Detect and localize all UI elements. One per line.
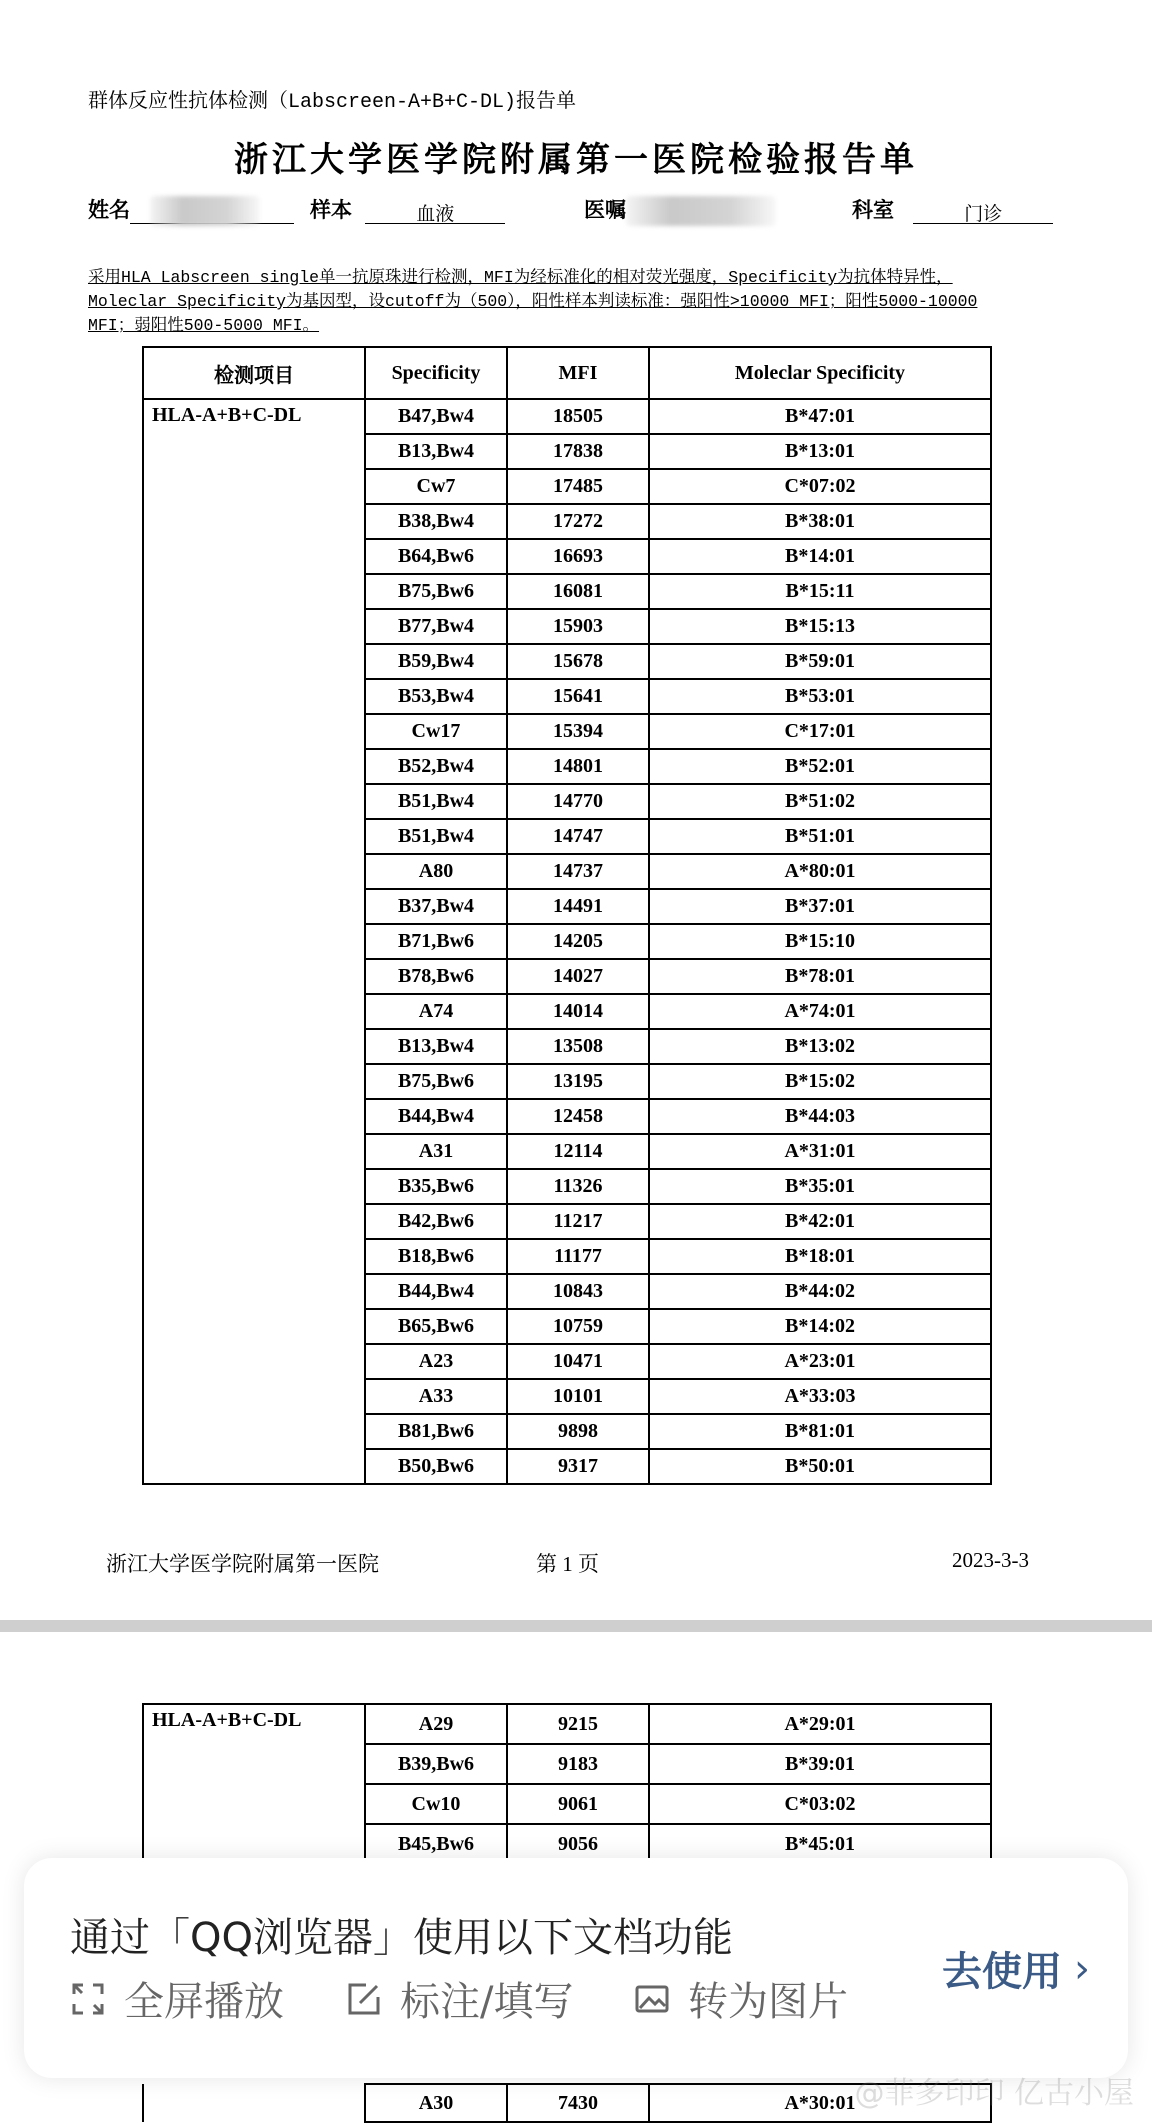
- annotate-label: 标注/填写: [400, 1979, 574, 2025]
- molecular-cell: B*18:01: [649, 1239, 991, 1274]
- specificity-cell: B13,Bw4: [365, 434, 507, 469]
- specificity-cell: B64,Bw6: [365, 539, 507, 574]
- mfi-cell: 9215: [507, 1704, 649, 1744]
- specificity-cell: B53,Bw4: [365, 679, 507, 714]
- results-table: [142, 346, 992, 1485]
- go-use-button[interactable]: [942, 1940, 1090, 1997]
- mfi-cell: 10101: [507, 1379, 649, 1414]
- specificity-cell: B42,Bw6: [365, 1204, 507, 1239]
- specificity-cell: B38,Bw4: [365, 504, 507, 539]
- molecular-cell: B*13:01: [649, 434, 991, 469]
- mfi-cell: 10843: [507, 1274, 649, 1309]
- chevron-right-icon: ›: [1074, 1945, 1090, 1992]
- name-label: 姓名: [88, 198, 130, 222]
- molecular-cell: B*59:01: [649, 644, 991, 679]
- dept-field: [852, 194, 1053, 224]
- specificity-cell: Cw10: [365, 1784, 507, 1824]
- mfi-cell: 10759: [507, 1309, 649, 1344]
- molecular-cell: B*15:02: [649, 1064, 991, 1099]
- mfi-cell: 14491: [507, 889, 649, 924]
- mfi-cell: 15678: [507, 644, 649, 679]
- mfi-cell: 9061: [507, 1784, 649, 1824]
- specificity-cell: B44,Bw4: [365, 1099, 507, 1134]
- specificity-cell: A80: [365, 854, 507, 889]
- table-row: [143, 1704, 991, 1744]
- mfi-cell: 9183: [507, 1744, 649, 1784]
- mfi-cell: 9317: [507, 1449, 649, 1484]
- dept-label: 科室: [852, 198, 894, 222]
- doctor-label: 医嘱: [584, 198, 626, 222]
- to-image-label: 转为图片: [688, 1979, 848, 2025]
- mfi-cell: 11217: [507, 1204, 649, 1239]
- sample-label: 样本: [310, 198, 352, 222]
- table-row: [143, 399, 991, 434]
- molecular-cell: B*78:01: [649, 959, 991, 994]
- mfi-cell: 17485: [507, 469, 649, 504]
- specificity-cell: B65,Bw6: [365, 1309, 507, 1344]
- molecular-cell: B*15:11: [649, 574, 991, 609]
- specificity-cell: A31: [365, 1134, 507, 1169]
- mfi-cell: 14770: [507, 784, 649, 819]
- molecular-cell: B*14:02: [649, 1309, 991, 1344]
- specificity-cell: B75,Bw6: [365, 574, 507, 609]
- dept-value: 门诊: [913, 199, 1053, 224]
- specificity-cell: B18,Bw6: [365, 1239, 507, 1274]
- mfi-cell: 17272: [507, 504, 649, 539]
- specificity-cell: B37,Bw4: [365, 889, 507, 924]
- molecular-cell: A*33:03: [649, 1379, 991, 1414]
- specificity-cell: A33: [365, 1379, 507, 1414]
- report-subtitle: 群体反应性抗体检测（Labscreen-A+B+C-DL)报告单: [88, 91, 577, 114]
- to-image-feature[interactable]: [634, 1970, 848, 2027]
- sample-field: [310, 194, 505, 224]
- mfi-cell: 13508: [507, 1029, 649, 1064]
- mfi-cell: 10471: [507, 1344, 649, 1379]
- mfi-cell: 15903: [507, 609, 649, 644]
- fullscreen-feature[interactable]: [70, 1970, 284, 2027]
- molecular-cell: B*44:02: [649, 1274, 991, 1309]
- specificity-cell: A30: [365, 2084, 507, 2122]
- test-item-cell: [143, 2084, 365, 2122]
- fullscreen-label: 全屏播放: [124, 1979, 284, 2025]
- mfi-cell: 11326: [507, 1169, 649, 1204]
- specificity-cell: B51,Bw4: [365, 819, 507, 854]
- specificity-cell: B75,Bw6: [365, 1064, 507, 1099]
- annotate-feature[interactable]: [346, 1970, 573, 2027]
- molecular-cell: B*13:02: [649, 1029, 991, 1064]
- edit-icon: [346, 1981, 382, 2017]
- molecular-cell: C*03:02: [649, 1784, 991, 1824]
- molecular-cell: C*07:02: [649, 469, 991, 504]
- specificity-cell: B78,Bw6: [365, 959, 507, 994]
- molecular-cell: B*39:01: [649, 1744, 991, 1784]
- specificity-cell: B39,Bw6: [365, 1744, 507, 1784]
- sample-value: 血液: [365, 199, 505, 224]
- specificity-cell: B47,Bw4: [365, 399, 507, 434]
- specificity-cell: A23: [365, 1344, 507, 1379]
- go-use-label: 去使用: [942, 1949, 1062, 1995]
- col-header-molecular: Moleclar Specificity: [649, 347, 991, 399]
- molecular-cell: B*44:03: [649, 1099, 991, 1134]
- specificity-cell: B77,Bw4: [365, 609, 507, 644]
- molecular-cell: B*52:01: [649, 749, 991, 784]
- redacted-name: [150, 196, 260, 226]
- mfi-cell: 14027: [507, 959, 649, 994]
- molecular-cell: B*14:01: [649, 539, 991, 574]
- molecular-cell: B*42:01: [649, 1204, 991, 1239]
- mfi-cell: 13195: [507, 1064, 649, 1099]
- mfi-cell: 18505: [507, 399, 649, 434]
- footer-hospital: 浙江大学医学院附属第一医院: [106, 1552, 379, 1576]
- specificity-cell: B51,Bw4: [365, 784, 507, 819]
- col-header-mfi: MFI: [507, 347, 649, 399]
- qq-browser-banner[interactable]: [24, 1858, 1128, 2078]
- molecular-cell: B*81:01: [649, 1414, 991, 1449]
- specificity-cell: B45,Bw6: [365, 1824, 507, 1864]
- image-icon: [634, 1981, 670, 2017]
- method-note: 采用HLA Labscreen single单一抗原珠进行检测，MFI为经标准化的相对荧光强度，Specificity为抗体特异性，Moleclar Specificity为基因型，设cutoff为（500），阳性样本判读标准：强阳性>10000 MFI；阳性5000-10000 MFI；弱阳性500-5000 MFI。: [88, 268, 978, 335]
- mfi-cell: 12114: [507, 1134, 649, 1169]
- molecular-cell: B*53:01: [649, 679, 991, 714]
- col-header-item: 检测项目: [143, 347, 365, 399]
- specificity-cell: B50,Bw6: [365, 1449, 507, 1484]
- mfi-cell: 9056: [507, 1824, 649, 1864]
- footer-page: 第 1 页: [536, 1552, 599, 1576]
- report-title: 浙江大学医学院附属第一医院检验报告单: [234, 142, 918, 179]
- mfi-cell: 15394: [507, 714, 649, 749]
- watermark: @菲多印印 亿古小屋: [854, 2076, 1134, 2111]
- molecular-cell: B*15:10: [649, 924, 991, 959]
- specificity-cell: A29: [365, 1704, 507, 1744]
- molecular-cell: C*17:01: [649, 714, 991, 749]
- mfi-cell: 14014: [507, 994, 649, 1029]
- specificity-cell: B44,Bw4: [365, 1274, 507, 1309]
- mfi-cell: 12458: [507, 1099, 649, 1134]
- mfi-cell: 17838: [507, 434, 649, 469]
- molecular-cell: B*38:01: [649, 504, 991, 539]
- col-header-specificity: Specificity: [365, 347, 507, 399]
- molecular-cell: B*35:01: [649, 1169, 991, 1204]
- molecular-cell: A*23:01: [649, 1344, 991, 1379]
- table-header-row: [143, 347, 991, 399]
- specificity-cell: A74: [365, 994, 507, 1029]
- mfi-cell: 14737: [507, 854, 649, 889]
- mfi-cell: 14801: [507, 749, 649, 784]
- mfi-cell: 11177: [507, 1239, 649, 1274]
- specificity-cell: B35,Bw6: [365, 1169, 507, 1204]
- specificity-cell: B81,Bw6: [365, 1414, 507, 1449]
- mfi-cell: 7430: [507, 2084, 649, 2122]
- molecular-cell: A*31:01: [649, 1134, 991, 1169]
- molecular-cell: B*15:13: [649, 609, 991, 644]
- specificity-cell: B71,Bw6: [365, 924, 507, 959]
- redacted-doctor: [626, 196, 776, 226]
- specificity-cell: B59,Bw4: [365, 644, 507, 679]
- molecular-cell: B*50:01: [649, 1449, 991, 1484]
- molecular-cell: B*51:01: [649, 819, 991, 854]
- specificity-cell: B13,Bw4: [365, 1029, 507, 1064]
- fullscreen-icon: [70, 1981, 106, 2017]
- specificity-cell: Cw7: [365, 469, 507, 504]
- mfi-cell: 15641: [507, 679, 649, 714]
- molecular-cell: A*29:01: [649, 1704, 991, 1744]
- molecular-cell: B*45:01: [649, 1824, 991, 1864]
- test-item-cell: HLA-A+B+C-DL: [143, 1704, 365, 1864]
- mfi-cell: 16693: [507, 539, 649, 574]
- molecular-cell: A*74:01: [649, 994, 991, 1029]
- mfi-cell: 16081: [507, 574, 649, 609]
- banner-title: 通过「QQ浏览器」使用以下文档功能: [70, 1915, 733, 1961]
- mfi-cell: 9898: [507, 1414, 649, 1449]
- mfi-cell: 14205: [507, 924, 649, 959]
- molecular-cell: B*47:01: [649, 399, 991, 434]
- molecular-cell: B*37:01: [649, 889, 991, 924]
- mfi-cell: 14747: [507, 819, 649, 854]
- molecular-cell: A*30:01: [649, 2084, 991, 2122]
- page-separator: [0, 1620, 1152, 1632]
- molecular-cell: B*51:02: [649, 784, 991, 819]
- molecular-cell: A*80:01: [649, 854, 991, 889]
- specificity-cell: Cw17: [365, 714, 507, 749]
- footer-date: 2023-3-3: [952, 1548, 1029, 1572]
- specificity-cell: B52,Bw4: [365, 749, 507, 784]
- test-item-cell: HLA-A+B+C-DL: [143, 399, 365, 1484]
